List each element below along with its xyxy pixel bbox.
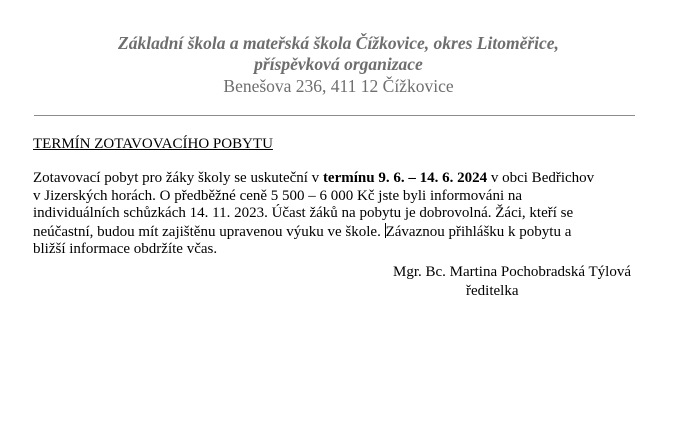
signature-name: Mgr. Bc. Martina Pochobradská Týlová	[392, 264, 631, 280]
school-name: Základní škola a mateřská škola Čížkovice, okres Litoměřice,	[118, 33, 559, 53]
stay-dates: termínu 9. 6. – 14. 6. 2024	[322, 170, 488, 186]
school-type: příspěvková organizace	[254, 54, 423, 74]
body-line-1	[33, 170, 643, 188]
body-line-5: bližší informace obdržíte včas.	[33, 241, 218, 258]
body-line-2: v Jizerských horách. O předběžné ceně 5 500 – 6 000 Kč jste byli informováni na	[33, 187, 523, 204]
signature-role: ředitelka	[466, 283, 519, 299]
header-divider	[34, 115, 635, 116]
body-line-1-start: Zotavovací pobyt pro žáky školy se uskuteční v	[33, 170, 323, 186]
body-line-3: individuálních schůzkách 14. 11. 2023. Účast žáků na pobytu je dobrovolná. Žáci, kteří se	[33, 205, 574, 222]
body-line-4	[33, 223, 643, 242]
notice-body[interactable]	[33, 170, 643, 259]
body-line-4-start: neúčastní, budou mít zajištěnu upravenou výuku ve škole.	[33, 223, 385, 240]
notice-title: TERMÍN ZOTAVOVACÍHO POBYTU	[33, 136, 273, 152]
body-line-1-end: v obci Bedřichov	[487, 170, 595, 186]
body-line-4-end: Závaznou přihlášku k pobytu a	[385, 223, 572, 240]
school-address: Benešova 236, 411 12 Čížkovice	[223, 76, 454, 96]
